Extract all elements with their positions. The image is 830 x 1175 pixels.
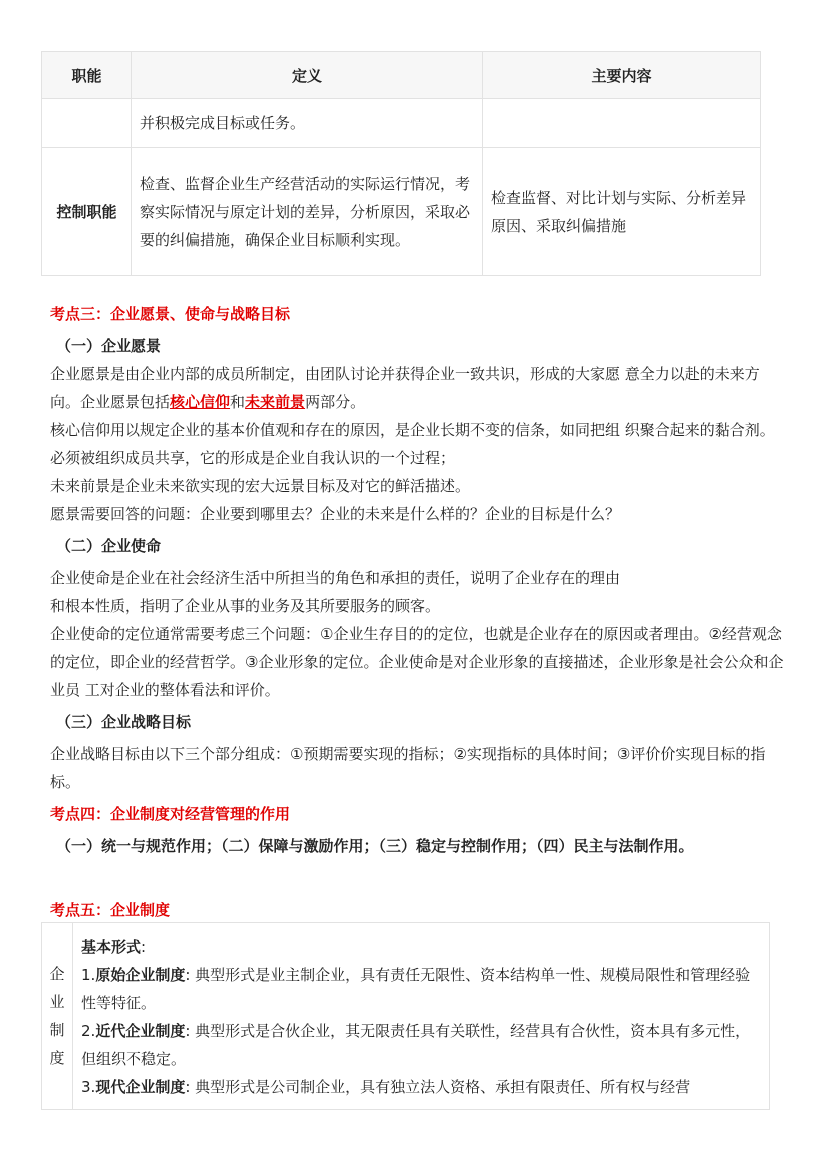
subheading-mission: （二）企业使命 — [56, 537, 162, 555]
mission-line-2: 和根本性质，指明了企业从事的业务及其所要服务的顾客。 — [50, 597, 441, 615]
table-row — [42, 923, 770, 1110]
mission-positioning-paragraph: 企业使命的定位通常需要考虑三个问题：①企业生存目的的定位，也就是企业存在的原因或者理由。②经营观念的定位，即企业的经营哲学。③企业形象的定位。企业使命是对企业形象的直接描述，企业形象是社会公众和企业员 工对企业的整体看法和评价。 — [50, 625, 784, 699]
enterprise-system-table — [41, 922, 770, 1110]
enterprise-system-content — [73, 923, 770, 1110]
vision-questions-line: 愿景需要回答的问题：企业要到哪里去？企业的未来是什么样的？企业的目标是什么？ — [50, 505, 621, 523]
table-header-row — [42, 52, 761, 99]
list-item: 3.现代企业制度: 典型形式是公司制企业，具有独立法人资格、承担有限责任、所有权与经营 — [81, 1078, 691, 1096]
cell-function — [42, 99, 132, 148]
cell-definition: 并积极完成目标或任务。 — [132, 99, 483, 148]
vision-paragraph: 企业愿景是由企业内部的成员所制定，由团队讨论并获得企业一致共识，形成的大家愿 意全力以赴的未来方向。企业愿景包括核心信仰和未来前景两部分。 — [50, 365, 760, 411]
section3-title: 考点三：企业愿景、使命与战略目标 — [50, 305, 291, 323]
cell-definition: 检查、监督企业生产经营活动的实际运行情况，考察实际情况与原定计划的差异，分析原因，采取必要的纠偏措施，确保企业目标顺利实现。 — [132, 148, 483, 276]
cell-content — [483, 99, 761, 148]
table-row — [42, 99, 761, 148]
section5-title: 考点五：企业制度 — [50, 901, 171, 919]
future-prospect-line: 未来前景是企业未来欲实现的宏大远景目标及对它的鲜活描述。 — [50, 477, 471, 495]
header-content: 主要内容 — [483, 52, 761, 99]
mission-line-1: 企业使命是企业在社会经济生活中所担当的角色和承担的责任，说明了企业存在的理由 — [50, 569, 621, 587]
institution-roles-line: （一）统一与规范作用；（二）保障与激励作用；（三）稳定与控制作用；（四）民主与法制作用。 — [56, 837, 694, 855]
basic-forms-heading: 基本形式: — [81, 938, 147, 956]
enterprise-system-label: 企 业 制 度 — [42, 923, 73, 1110]
list-item: 1.原始企业制度: 典型形式是业主制企业，具有责任无限性、资本结构单一性、规模局限性和管理经验性等特征。 — [81, 966, 751, 1012]
cell-content: 检查监督、对比计划与实际、分析差异原因、采取纠偏措施 — [483, 148, 761, 276]
cell-function: 控制职能 — [42, 148, 132, 276]
strategic-goals-paragraph: 企业战略目标由以下三个部分组成：①预期需要实现的指标；②实现指标的具体时间；③评价价实现目标的指标。 — [50, 745, 766, 791]
core-belief-paragraph: 核心信仰用以规定企业的基本价值观和存在的原因，是企业长期不变的信条，如同把组 织聚合起来的黏合剂。必须被组织成员共享，它的形成是企业自我认识的一个过程； — [50, 421, 775, 467]
section4-title: 考点四：企业制度对经营管理的作用 — [50, 805, 291, 823]
highlight-future-prospect: 未来前景 — [245, 393, 306, 411]
table-row — [42, 148, 761, 276]
list-item: 2.近代企业制度: 典型形式是合伙企业，其无限责任具有关联性，经营具有合伙性，资本具有多元性，但组织不稳定。 — [81, 1022, 751, 1068]
function-table — [41, 51, 761, 276]
highlight-core-belief: 核心信仰 — [170, 393, 231, 411]
header-function: 职能 — [42, 52, 132, 99]
subheading-vision: （一）企业愿景 — [56, 337, 162, 355]
subheading-strategic-goals: （三）企业战略目标 — [56, 713, 192, 731]
header-definition: 定义 — [132, 52, 483, 99]
